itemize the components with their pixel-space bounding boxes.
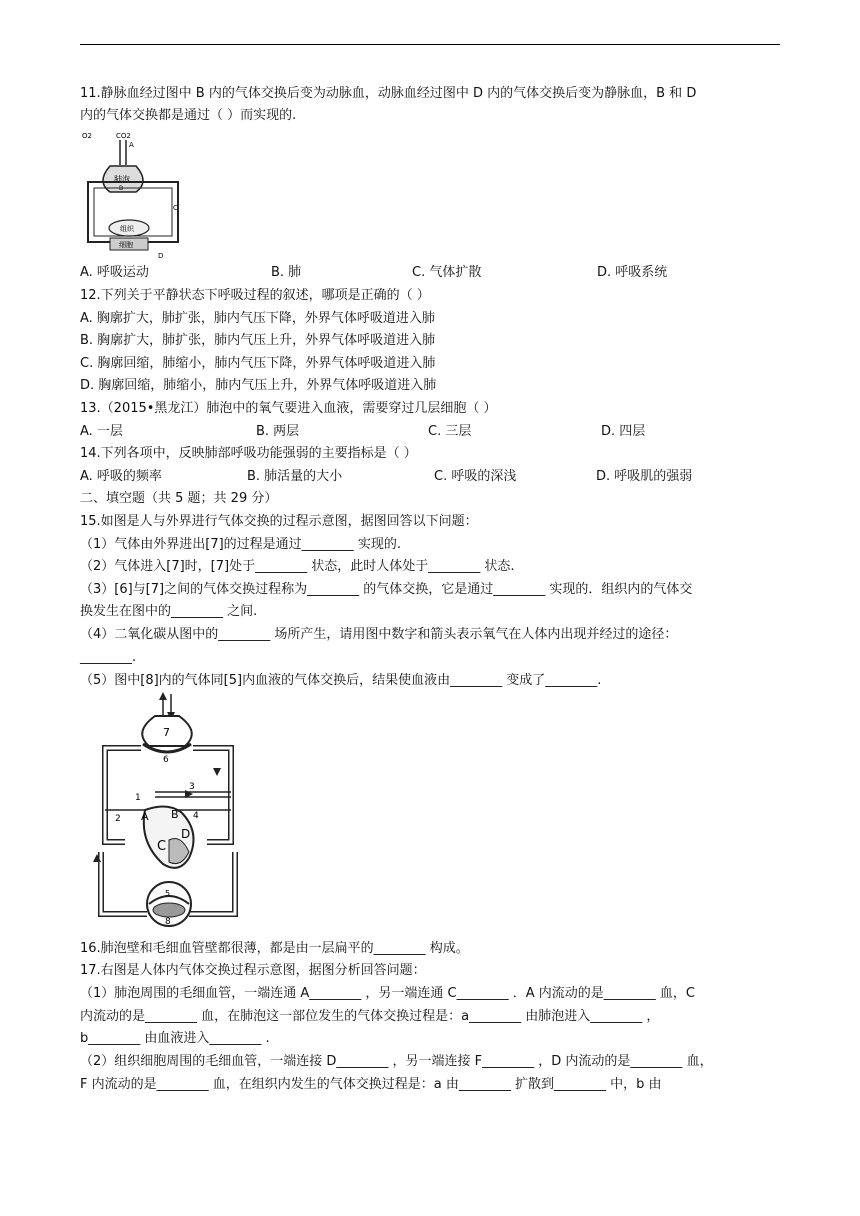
fig2-label-4: 4 — [193, 811, 199, 821]
q14-option-a[interactable]: A. 呼吸的频率 — [80, 469, 162, 484]
fig2-label-1: 1 — [135, 793, 141, 803]
q15-part2: （2）气体进入[7]时，[7]处于________ 状态，此时人体处于________ 状态. — [80, 559, 515, 574]
q14-stem: 14.下列各项中，反映肺部呼吸功能强弱的主要指标是（ ） — [80, 446, 417, 461]
fig2-label-7: 7 — [163, 726, 170, 739]
q17-part1-line3: b________ 由血液进入________ . — [80, 1031, 270, 1046]
fig1-a-label: A — [129, 141, 134, 149]
q15-stem: 15.如图是人与外界进行气体交换的过程示意图，据图回答以下问题： — [80, 514, 478, 529]
q11-stem-line1: 11.静脉血经过图中 B 内的气体交换后变为动脉血，动脉血经过图中 D 内的气体交换后变为静脉血，B 和 D — [80, 86, 697, 101]
q11-option-a[interactable]: A. 呼吸运动 — [80, 265, 149, 280]
fig1-d-label: D — [158, 252, 164, 260]
fig2-label-a: A — [141, 810, 149, 823]
q12-option-c[interactable]: C. 胸廓回缩，肺缩小，肺内气压下降，外界气体呼吸道进入肺 — [80, 356, 436, 371]
q16-stem: 16.肺泡壁和毛细血管壁都很薄，都是由一层扁平的________ 构成。 — [80, 941, 469, 956]
gas-exchange-diagram-small — [82, 130, 192, 260]
q11-option-c[interactable]: C. 气体扩散 — [412, 265, 482, 280]
section-heading: 二、填空题（共 5 题；共 29 分） — [80, 491, 278, 506]
fig2-label-5: 5 — [165, 889, 171, 898]
respiration-circulation-diagram — [85, 692, 255, 932]
fig1-b-label: B — [119, 185, 124, 192]
q17-part1-line1: （1）肺泡周围的毛细血管，一端连通 A________ ，另一端连通 C________ ．A 内流动的是________ 血，C — [80, 986, 696, 1001]
q14-option-d[interactable]: D. 呼吸肌的强弱 — [596, 469, 693, 484]
header-rule — [80, 44, 780, 45]
q12-option-a[interactable]: A. 胸廓扩大，肺扩张，肺内气压下降，外界气体呼吸道进入肺 — [80, 311, 435, 326]
q13-option-c[interactable]: C. 三层 — [428, 424, 472, 439]
q15-part4-line2: ________. — [80, 650, 137, 665]
q14-option-c[interactable]: C. 呼吸的深浅 — [434, 469, 517, 484]
q17-part2-line1: （2）组织细胞周围的毛细血管，一端连接 D________ ，另一端连接 F________ ，D 内流动的是________ 血， — [80, 1054, 713, 1069]
q11-option-b[interactable]: B. 肺 — [271, 265, 302, 280]
q12-option-b[interactable]: B. 胸廓扩大，肺扩张，肺内气压上升，外界气体呼吸道进入肺 — [80, 333, 436, 348]
q11-option-d[interactable]: D. 呼吸系统 — [597, 265, 668, 280]
fig2-label-8: 8 — [165, 917, 171, 927]
q15-part3-line2: 换发生在图中的________ 之间. — [80, 604, 258, 619]
q17-stem: 17.右图是人体内气体交换过程示意图，据图分析回答问题： — [80, 963, 426, 978]
q12-option-d[interactable]: D. 胸廓回缩，肺缩小，肺内气压上升，外界气体呼吸道进入肺 — [80, 378, 437, 393]
fig2-label-c: C — [157, 839, 167, 854]
fig2-label-3: 3 — [189, 782, 195, 792]
q13-option-d[interactable]: D. 四层 — [601, 424, 646, 439]
fig2-label-6: 6 — [163, 755, 169, 765]
fig1-alveolus-label: 肺泡 — [114, 175, 130, 184]
fig1-o2-label: O2 — [82, 132, 92, 140]
q15-part4-line1: （4）二氧化碳从图中的________ 场所产生，请用图中数字和箭头表示氧气在人体内出现并经过的途径： — [80, 627, 678, 642]
q13-stem: 13.（2015•黑龙江）肺泡中的氧气要进入血液，需要穿过几层细胞（ ） — [80, 401, 497, 416]
fig2-label-2: 2 — [115, 814, 121, 824]
fig1-co2-label: CO2 — [116, 132, 131, 140]
q12-stem: 12.下列关于平静状态下呼吸过程的叙述，哪项是正确的（ ） — [80, 288, 430, 303]
q13-option-a[interactable]: A. 一层 — [80, 424, 123, 439]
q15-part5: （5）图中[8]内的气体同[5]内血液的气体交换后，结果使血液由________ 变成了________. — [80, 673, 602, 688]
fig2-label-d: D — [181, 827, 191, 841]
fig1-cell-label: 细胞 — [119, 241, 133, 249]
fig1-c-label: C — [173, 204, 178, 212]
fig1-tissue-label: 组织 — [120, 225, 134, 233]
q15-part3-line1: （3）[6]与[7]之间的气体交换过程称为________ 的气体交换，它是通过________ 实现的．组织内的气体交 — [80, 582, 693, 597]
q11-stem-line2: 内的气体交换都是通过（ ）而实现的. — [80, 108, 297, 123]
fig2-label-b: B — [171, 808, 179, 821]
q13-option-b[interactable]: B. 两层 — [256, 424, 300, 439]
q17-part1-line2: 内流动的是________ 血，在肺泡这一部位发生的气体交换过程是：a________ 由肺泡进入________ ， — [80, 1009, 660, 1024]
q14-option-b[interactable]: B. 肺活量的大小 — [247, 469, 343, 484]
q17-part2-line2: F 内流动的是________ 血，在组织内发生的气体交换过程是：a 由________ 扩散到________ 中，b 由 — [80, 1077, 662, 1092]
q15-part1: （1）气体由外界进出[7]的过程是通过________ 实现的. — [80, 537, 401, 552]
